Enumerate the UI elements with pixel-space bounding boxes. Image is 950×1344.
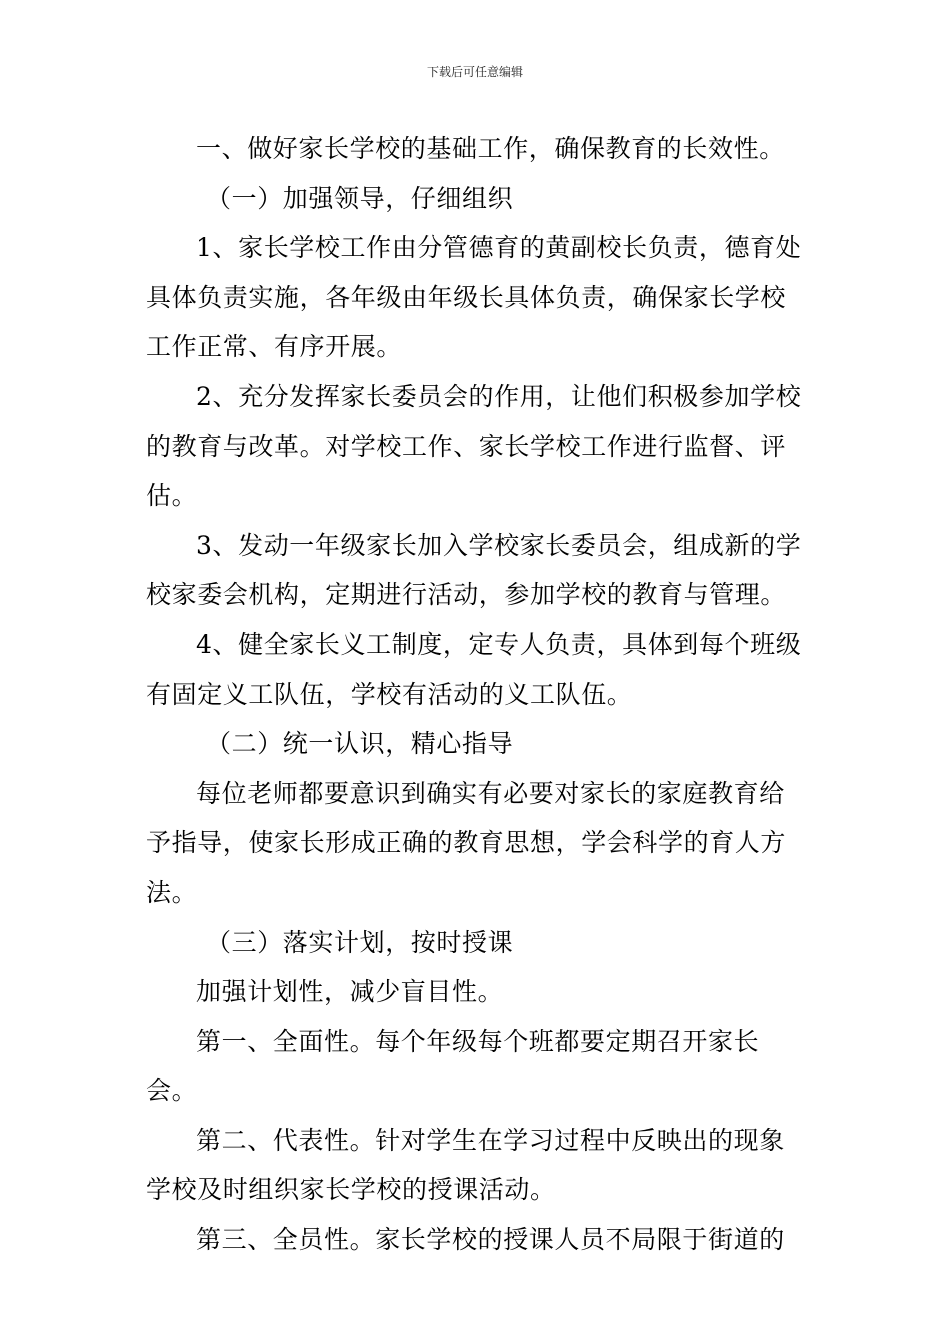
paragraph: 2、充分发挥家长委员会的作用，让他们积极参加学校的教育与改革。对学校工作、家长学校工作进行监督、评估。 bbox=[146, 381, 802, 511]
paragraph: 加强计划性，减少盲目性。 bbox=[196, 977, 504, 1007]
paragraph: 第一、全面性。每个年级每个班都要定期召开家长会。 bbox=[146, 1026, 760, 1106]
document-body bbox=[146, 124, 810, 1265]
subsection-heading: （一）加强领导，仔细组织 bbox=[206, 183, 514, 213]
subsection-heading: （三）落实计划，按时授课 bbox=[206, 927, 514, 957]
page-header: 下载后可任意编辑 bbox=[426, 65, 523, 79]
paragraph: 3、发动一年级家长加入学校家长委员会，组成新的学校家委会机构，定期进行活动，参加学校的教育与管理。 bbox=[146, 530, 802, 610]
section-heading: 一、做好家长学校的基础工作，确保教育的长效性。 bbox=[196, 134, 785, 163]
paragraph: 1、家长学校工作由分管德育的黄副校长负责，德育处具体负责实施，各年级由年级长具体负责，确保家长学校工作正常、有序开展。 bbox=[146, 233, 802, 362]
subsection-heading: （二）统一认识，精心指导 bbox=[206, 729, 514, 759]
paragraph: 每位老师都要意识到确实有必要对家长的家庭教育给予指导，使家长形成正确的教育思想，学会科学的育人方法。 bbox=[146, 778, 787, 907]
paragraph: 第二、代表性。针对学生在学习过程中反映出的现象学校及时组织家长学校的授课活动。 bbox=[146, 1125, 785, 1205]
paragraph: 4、健全家长义工制度，定专人负责，具体到每个班级有固定义工队伍，学校有活动的义工队伍。 bbox=[146, 629, 802, 709]
paragraph: 第三、全员性。家长学校的授课人员不局限于街道的 bbox=[196, 1225, 785, 1255]
